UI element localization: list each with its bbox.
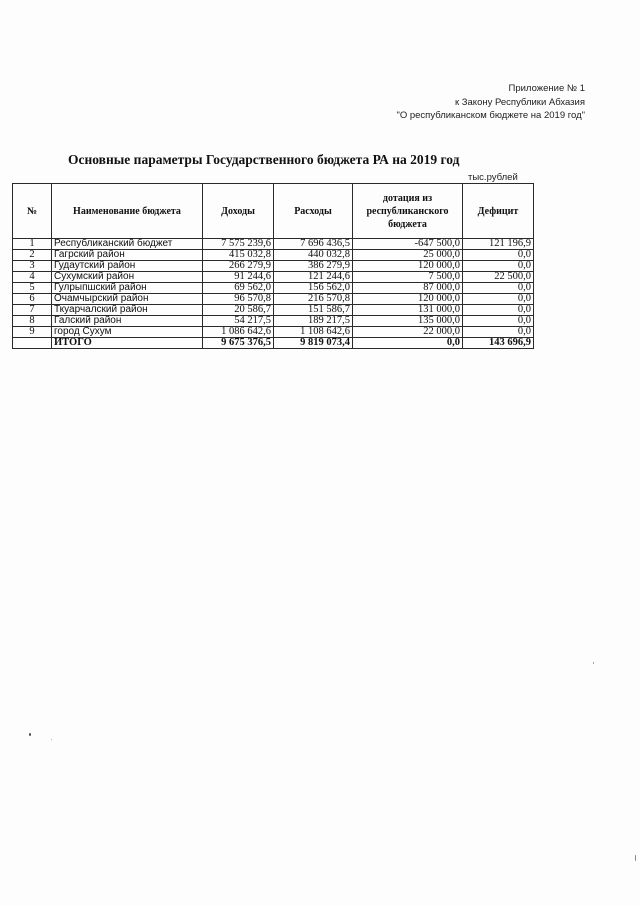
annex-line-3: "О республиканском бюджете на 2019 год" — [396, 110, 585, 121]
total-row — [13, 338, 534, 349]
cell-expenses: 386 279,9 — [274, 261, 353, 272]
cell-name: Гагрский район — [52, 250, 203, 261]
cell-num: 8 — [13, 316, 52, 327]
annex-header — [396, 82, 585, 123]
cell-num: 4 — [13, 272, 52, 283]
cell-income: 9 675 376,5 — [203, 338, 274, 349]
cell-name: город Сухум — [52, 327, 203, 338]
cell-num: 2 — [13, 250, 52, 261]
cell-income: 7 575 239,6 — [203, 239, 274, 250]
cell-expenses: 121 244,6 — [274, 272, 353, 283]
cell-subsidy: 7 500,0 — [353, 272, 463, 283]
cell-expenses: 7 696 436,5 — [274, 239, 353, 250]
table-row — [13, 283, 534, 294]
annex-line-2: к Закону Республики Абхазия — [454, 96, 585, 108]
cell-deficit: 143 696,9 — [463, 338, 534, 349]
cell-income: 415 032,8 — [203, 250, 274, 261]
cell-expenses: 1 108 642,6 — [274, 327, 353, 338]
table-row — [13, 316, 534, 327]
cell-name: Ткуарчалский район — [52, 305, 203, 316]
cell-name: Гудаутский район — [52, 261, 203, 272]
cell-name: Сухумский район — [52, 272, 203, 283]
cell-name: Республиканский бюджет — [52, 239, 203, 250]
cell-num: 3 — [13, 261, 52, 272]
cell-subsidy: 22 000,0 — [353, 327, 463, 338]
cell-income: 20 586,7 — [203, 305, 274, 316]
cell-deficit: 0,0 — [463, 283, 534, 294]
document-title: Основные параметры Государственного бюджета РА на 2019 год — [68, 152, 460, 167]
cell-subsidy: -647 500,0 — [353, 239, 463, 250]
cell-name: Очамчырский район — [52, 294, 203, 305]
header-num: № — [13, 184, 52, 239]
header-name: Наименование бюджета — [52, 184, 203, 239]
cell-subsidy: 131 000,0 — [353, 305, 463, 316]
cell-expenses: 440 032,8 — [274, 250, 353, 261]
table-row — [13, 294, 534, 305]
cell-subsidy: 120 000,0 — [353, 261, 463, 272]
table-row — [13, 250, 534, 261]
cell-subsidy: 25 000,0 — [353, 250, 463, 261]
scan-speck — [51, 739, 52, 740]
cell-name: ИТОГО — [52, 338, 203, 349]
header-deficit: Дефицит — [463, 184, 534, 239]
cell-subsidy: 0,0 — [353, 338, 463, 349]
cell-deficit: 0,0 — [463, 250, 534, 261]
cell-num: 9 — [13, 327, 52, 338]
cell-name: Гулрыпшский район — [52, 283, 203, 294]
table-row — [13, 261, 534, 272]
cell-deficit: 121 196,9 — [463, 239, 534, 250]
budget-table — [12, 183, 534, 349]
table-row — [13, 327, 534, 338]
cell-income: 96 570,8 — [203, 294, 274, 305]
scan-speck — [635, 855, 636, 861]
cell-income: 1 086 642,6 — [203, 327, 274, 338]
header-expenses: Расходы — [274, 184, 353, 239]
table-row — [13, 239, 534, 250]
cell-subsidy: 87 000,0 — [353, 283, 463, 294]
table-row — [13, 305, 534, 316]
cell-deficit: 0,0 — [463, 327, 534, 338]
cell-deficit: 22 500,0 — [463, 272, 534, 283]
cell-subsidy: 120 000,0 — [353, 294, 463, 305]
cell-deficit: 0,0 — [463, 316, 534, 327]
table-row — [13, 272, 534, 283]
cell-num: 7 — [13, 305, 52, 316]
cell-subsidy: 135 000,0 — [353, 316, 463, 327]
cell-expenses: 216 570,8 — [274, 294, 353, 305]
table-header-row — [13, 184, 534, 239]
header-subsidy: дотация из республиканского бюджета — [353, 184, 463, 239]
cell-name: Галский район — [52, 316, 203, 327]
cell-num: 1 — [13, 239, 52, 250]
units-label: тыс.рублей — [468, 172, 518, 183]
cell-num: 6 — [13, 294, 52, 305]
cell-num: 5 — [13, 283, 52, 294]
cell-expenses: 9 819 073,4 — [274, 338, 353, 349]
scan-speck — [593, 662, 594, 664]
cell-expenses: 156 562,0 — [274, 283, 353, 294]
cell-income: 54 217,5 — [203, 316, 274, 327]
cell-deficit: 0,0 — [463, 294, 534, 305]
cell-income: 91 244,6 — [203, 272, 274, 283]
header-income: Доходы — [203, 184, 274, 239]
cell-income: 266 279,9 — [203, 261, 274, 272]
annex-line-1: Приложение № 1 — [508, 83, 585, 94]
cell-deficit: 0,0 — [463, 305, 534, 316]
cell-income: 69 562,0 — [203, 283, 274, 294]
cell-expenses: 189 217,5 — [274, 316, 353, 327]
cell-deficit: 0,0 — [463, 261, 534, 272]
scan-speck — [29, 733, 31, 736]
cell-num — [13, 338, 52, 349]
cell-expenses: 151 586,7 — [274, 305, 353, 316]
